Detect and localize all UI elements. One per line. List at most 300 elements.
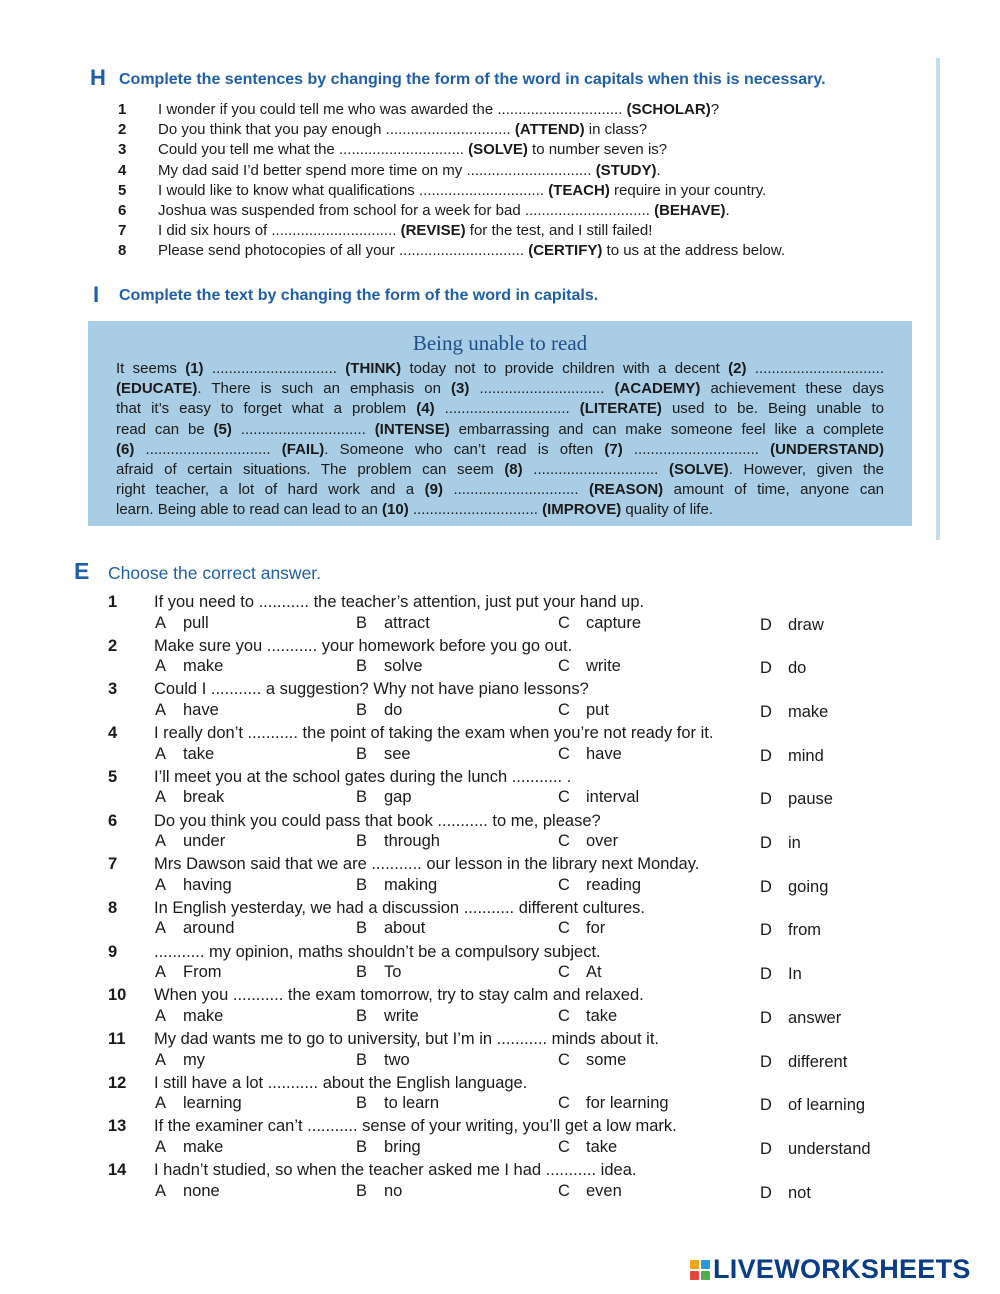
- question-number: 11: [108, 1030, 126, 1048]
- question-number: 8: [108, 898, 118, 917]
- option-letter: C: [558, 1006, 570, 1025]
- question-number: 5: [108, 767, 118, 786]
- bold-segment: (LITERATE): [579, 400, 662, 418]
- answer-blank[interactable]: ..............................: [622, 440, 771, 458]
- option-letter: C: [558, 919, 570, 938]
- answer-option[interactable]: [155, 1137, 223, 1157]
- option-text: make: [183, 1137, 224, 1156]
- question-stem: [108, 898, 645, 918]
- option-letter: B: [356, 700, 368, 719]
- question-text: In English yesterday, we had a discussion ........... different cultures.: [154, 898, 645, 917]
- option-letter: A: [155, 963, 167, 982]
- answer-option[interactable]: [760, 1139, 871, 1159]
- question-stem: [108, 592, 644, 612]
- option-letter: C: [558, 1094, 570, 1113]
- option-text: none: [183, 1181, 220, 1200]
- question-text: I hadn’t studied, so when the teacher asked me I had ........... idea.: [154, 1161, 637, 1180]
- h-sentence-number: 3: [118, 141, 127, 159]
- bold-segment: (5): [213, 420, 232, 438]
- panel-edge: [936, 58, 940, 540]
- option-text: over: [586, 832, 619, 850]
- option-text: take: [586, 1137, 618, 1156]
- option-letter: A: [155, 1094, 167, 1113]
- answer-blank[interactable]: ..............................: [434, 400, 580, 418]
- option-text: going: [788, 877, 829, 896]
- option-letter: D: [760, 790, 772, 809]
- option-letter: A: [155, 919, 167, 938]
- text-segment: afraid of certain situations. The problem can seem: [116, 461, 505, 478]
- question-text: When you ........... the exam tomorrow, try to stay calm and relaxed.: [154, 986, 644, 1005]
- text-segment: amount of time, anyone can: [663, 481, 884, 499]
- option-text: break: [183, 788, 225, 807]
- option-letter: B: [356, 613, 368, 632]
- h-sentence: [118, 201, 730, 221]
- option-text: To: [384, 963, 402, 982]
- answer-blank[interactable]: ..............................: [271, 222, 397, 240]
- bold-segment: (9): [424, 481, 443, 499]
- question-text: Do you think you could pass that book ........... to me, please?: [154, 811, 601, 830]
- option-text: do: [788, 659, 807, 678]
- h-sentence-text: I would like to know what qualifications: [158, 181, 415, 199]
- answer-option[interactable]: [155, 918, 234, 938]
- option-text: making: [384, 875, 438, 894]
- reading-text-box: [88, 321, 912, 526]
- option-text: around: [183, 919, 235, 938]
- option-text: have: [183, 700, 219, 719]
- answer-option[interactable]: [760, 789, 833, 809]
- text-segment: quality of life.: [621, 501, 713, 519]
- option-text: see: [384, 744, 411, 763]
- question-text: ........... my opinion, maths shouldn’t be a compulsory subject.: [154, 942, 601, 961]
- option-text: for learning: [586, 1094, 669, 1113]
- bold-segment: (IMPROVE): [542, 501, 622, 519]
- option-letter: A: [155, 700, 167, 719]
- answer-option[interactable]: [558, 787, 639, 807]
- answer-option[interactable]: [356, 1093, 439, 1113]
- reading-text-line: [116, 440, 884, 460]
- answer-option[interactable]: [155, 875, 232, 895]
- capital-word: (STUDY): [595, 161, 657, 179]
- option-text: understand: [788, 1139, 871, 1158]
- answer-option[interactable]: [760, 920, 821, 940]
- answer-option[interactable]: [356, 1050, 410, 1070]
- answer-option[interactable]: [356, 875, 437, 895]
- option-text: At: [586, 963, 602, 982]
- question-stem: [108, 767, 571, 787]
- option-text: make: [183, 1006, 224, 1025]
- option-letter: A: [155, 744, 167, 763]
- answer-option[interactable]: [558, 613, 641, 633]
- question-text: I really don’t ........... the point of taking the exam when you’re not ready for it.: [154, 724, 714, 743]
- text-segment: that it’s easy to forget what a problem: [116, 400, 417, 418]
- bold-segment: (SOLVE): [668, 461, 729, 478]
- option-text: make: [183, 657, 224, 676]
- answer-option[interactable]: [356, 1137, 421, 1157]
- h-sentence-number: 8: [118, 242, 127, 260]
- answer-option[interactable]: [356, 744, 411, 764]
- option-text: pull: [183, 613, 209, 632]
- option-letter: D: [760, 965, 772, 984]
- text-segment: embarrassing and can make someone feel like a complete: [449, 420, 884, 438]
- capital-word: (BEHAVE): [654, 202, 726, 219]
- answer-option[interactable]: [760, 1008, 841, 1028]
- option-text: make: [788, 702, 829, 721]
- answer-option[interactable]: [558, 1181, 622, 1201]
- question-stem: [108, 942, 601, 962]
- h-sentence: [118, 161, 661, 181]
- option-text: of learning: [788, 1096, 866, 1115]
- answer-blank[interactable]: ..............................: [497, 101, 623, 118]
- option-letter: B: [356, 788, 368, 807]
- option-letter: D: [760, 746, 772, 765]
- option-letter: C: [558, 1181, 570, 1200]
- h-sentence: [118, 120, 647, 140]
- option-text: two: [384, 1050, 410, 1069]
- h-sentence-text: My dad said I’d better spend more time on my: [158, 161, 463, 179]
- h-sentence-end: .: [725, 202, 730, 219]
- option-text: draw: [788, 615, 824, 634]
- h-sentence-text: Please send photocopies of all your: [158, 242, 395, 260]
- option-letter: C: [558, 613, 570, 632]
- question-text: Make sure you ........... your homework before you go out.: [154, 636, 573, 655]
- option-text: in: [788, 834, 801, 852]
- h-sentence-number: 5: [118, 181, 127, 199]
- option-text: learning: [183, 1094, 242, 1113]
- option-letter: D: [760, 702, 772, 721]
- question-text: I’ll meet you at the school gates during the lunch ........... .: [154, 767, 572, 786]
- answer-option[interactable]: [356, 656, 423, 676]
- option-letter: A: [155, 657, 167, 676]
- answer-option[interactable]: [558, 1050, 626, 1070]
- option-text: interval: [586, 788, 640, 807]
- question-number: 7: [108, 855, 118, 874]
- answer-option[interactable]: [155, 1093, 242, 1113]
- reading-text-line: [116, 420, 884, 440]
- option-text: gap: [384, 788, 412, 807]
- option-letter: D: [760, 877, 772, 896]
- option-letter: A: [155, 1006, 167, 1025]
- answer-option[interactable]: [558, 1093, 669, 1113]
- answer-blank[interactable]: ...............................: [746, 360, 884, 377]
- option-text: through: [384, 832, 440, 850]
- option-text: my: [183, 1050, 205, 1069]
- bold-segment: (EDUCATE): [116, 380, 198, 398]
- h-sentence: [118, 241, 785, 261]
- answer-option[interactable]: [558, 656, 621, 676]
- answer-option[interactable]: [155, 656, 223, 676]
- answer-option[interactable]: [760, 964, 802, 984]
- section-i-letter: I: [93, 282, 100, 307]
- text-segment: . However, given the: [728, 461, 884, 478]
- reading-text-line: [116, 399, 884, 419]
- capital-word: (ATTEND): [514, 121, 585, 139]
- answer-blank[interactable]: ..............................: [469, 380, 615, 398]
- option-letter: B: [356, 832, 368, 850]
- question-number: 4: [108, 724, 118, 743]
- option-text: about: [384, 919, 426, 938]
- option-letter: B: [356, 1137, 368, 1156]
- option-letter: A: [155, 788, 167, 807]
- answer-blank[interactable]: ..............................: [338, 141, 464, 159]
- answer-option[interactable]: [356, 1181, 402, 1201]
- question-text: My dad wants me to go to university, but I’m in ........... minds about it.: [154, 1030, 659, 1048]
- question-text: Could I ........... a suggestion? Why not have piano lessons?: [154, 680, 589, 699]
- option-text: mind: [788, 746, 824, 765]
- question-number: 10: [108, 986, 127, 1005]
- option-letter: D: [760, 834, 772, 852]
- section-h-title: Complete the sentences by changing the form of the word in capitals when this is necessary.: [119, 71, 826, 88]
- option-text: capture: [586, 613, 642, 632]
- option-letter: B: [356, 657, 368, 676]
- reading-text-line: [116, 480, 884, 500]
- bold-segment: (INTENSE): [374, 420, 450, 438]
- option-text: no: [384, 1181, 403, 1200]
- option-text: solve: [384, 657, 423, 676]
- answer-option[interactable]: [356, 787, 412, 807]
- answer-option[interactable]: [155, 962, 222, 982]
- answer-option[interactable]: [356, 1006, 419, 1026]
- option-text: put: [586, 700, 609, 719]
- bold-segment: (FAIL): [281, 440, 325, 458]
- answer-blank[interactable]: ..............................: [522, 461, 669, 478]
- h-sentence-text: Joshua was suspended from school for a week for bad: [158, 202, 521, 219]
- option-text: answer: [788, 1008, 842, 1027]
- answer-option[interactable]: [356, 700, 402, 720]
- question-stem: [108, 679, 589, 699]
- capital-word: (CERTIFY): [528, 242, 603, 260]
- section-i-title: Complete the text by changing the form of the word in capitals.: [119, 287, 599, 304]
- answer-option[interactable]: [558, 962, 602, 982]
- question-number: 6: [108, 811, 118, 830]
- option-text: bring: [384, 1137, 421, 1156]
- answer-option[interactable]: [356, 613, 430, 633]
- option-text: having: [183, 875, 232, 894]
- h-sentence-end: to number seven is?: [527, 141, 668, 159]
- option-text: not: [788, 1183, 811, 1202]
- section-e-letter: E: [74, 558, 90, 584]
- answer-option[interactable]: [760, 877, 828, 897]
- option-text: some: [586, 1050, 627, 1069]
- answer-option[interactable]: [356, 918, 425, 938]
- answer-blank[interactable]: ..............................: [203, 360, 346, 377]
- option-text: to learn: [384, 1094, 440, 1113]
- question-number: 14: [108, 1161, 127, 1180]
- answer-blank[interactable]: ..............................: [418, 181, 545, 199]
- answer-blank[interactable]: ..............................: [466, 161, 592, 179]
- text-segment: used to be. Being unable to: [661, 400, 884, 418]
- option-letter: D: [760, 1052, 772, 1071]
- section-e-title: Choose the correct answer.: [108, 563, 322, 583]
- question-stem: [108, 723, 713, 743]
- answer-option[interactable]: [155, 613, 209, 633]
- bold-segment: (2): [728, 360, 747, 377]
- text-segment: right teacher, a lot of hard work and a: [116, 481, 425, 499]
- text-segment: . There is such an emphasis on: [197, 380, 452, 398]
- option-text: even: [586, 1181, 622, 1200]
- answer-option[interactable]: [760, 833, 801, 853]
- bold-segment: (1): [185, 360, 204, 377]
- option-letter: C: [558, 744, 570, 763]
- question-number: 13: [108, 1117, 127, 1136]
- answer-option[interactable]: [356, 962, 401, 982]
- reading-text-line: [116, 460, 884, 480]
- bold-segment: (6): [116, 440, 135, 458]
- option-letter: B: [356, 1181, 368, 1200]
- option-letter: C: [558, 963, 570, 982]
- h-sentence-end: require in your country.: [609, 181, 767, 199]
- h-sentence-end: .: [656, 161, 661, 179]
- bold-segment: (REASON): [588, 481, 664, 499]
- answer-option[interactable]: [155, 831, 225, 851]
- text-segment: . Someone who can’t read is often: [324, 440, 605, 458]
- reading-text-line: [116, 500, 884, 520]
- option-letter: C: [558, 788, 570, 807]
- question-text: Mrs Dawson said that we are ........... our lesson in the library next Monday.: [154, 855, 700, 874]
- option-letter: B: [356, 1094, 368, 1113]
- question-stem: [108, 985, 644, 1005]
- option-letter: B: [356, 919, 368, 938]
- answer-blank[interactable]: ..............................: [442, 481, 589, 499]
- answer-option[interactable]: [760, 1052, 847, 1072]
- answer-option[interactable]: [558, 744, 622, 764]
- option-letter: D: [760, 921, 772, 940]
- option-letter: D: [760, 615, 772, 634]
- option-letter: B: [356, 1006, 368, 1025]
- option-text: pause: [788, 790, 833, 809]
- bold-segment: (4): [416, 400, 435, 418]
- option-letter: D: [760, 1008, 772, 1027]
- bold-segment: (7): [604, 440, 623, 458]
- h-sentence-end: to us at the address below.: [602, 242, 785, 260]
- answer-option[interactable]: [558, 1137, 617, 1157]
- option-letter: C: [558, 1137, 570, 1156]
- answer-option[interactable]: [155, 700, 219, 720]
- h-sentence: [118, 181, 766, 201]
- option-letter: D: [760, 1096, 772, 1115]
- option-letter: A: [155, 1181, 167, 1200]
- option-letter: A: [155, 832, 167, 850]
- option-letter: C: [558, 832, 570, 850]
- option-letter: C: [558, 657, 570, 676]
- answer-option[interactable]: [760, 1095, 865, 1115]
- question-stem: [108, 1160, 636, 1180]
- question-stem: [108, 1116, 677, 1136]
- section-h-letter: H: [90, 65, 106, 90]
- question-number: 3: [108, 680, 118, 699]
- bold-segment: (ACADEMY): [614, 380, 701, 398]
- answer-blank[interactable]: ..............................: [408, 501, 543, 519]
- h-sentence-number: 4: [118, 161, 127, 179]
- answer-option[interactable]: [760, 615, 824, 635]
- option-letter: B: [356, 744, 368, 763]
- h-sentence-text: I wonder if you could tell me who was awarded the: [158, 101, 494, 118]
- answer-option[interactable]: [558, 831, 618, 851]
- liveworksheets-logo[interactable]: [690, 1254, 971, 1284]
- option-text: under: [183, 832, 226, 850]
- option-letter: C: [558, 1050, 570, 1069]
- text-segment: achievement these days: [700, 380, 884, 398]
- h-sentence-number: 2: [118, 121, 127, 139]
- h-sentence-text: Do you think that you pay enough: [158, 121, 382, 139]
- option-text: attract: [384, 613, 430, 632]
- h-sentence-number: 1: [118, 101, 127, 118]
- option-letter: B: [356, 963, 368, 982]
- option-letter: A: [155, 1137, 167, 1156]
- answer-blank[interactable]: ..............................: [134, 440, 282, 458]
- answer-blank[interactable]: ..............................: [399, 242, 525, 260]
- answer-option[interactable]: [558, 700, 609, 720]
- option-letter: B: [356, 1050, 368, 1069]
- question-number: 2: [108, 636, 118, 655]
- answer-blank[interactable]: ..............................: [231, 420, 375, 438]
- h-sentence-number: 7: [118, 222, 127, 240]
- question-text: If the examiner can’t ........... sense of your writing, you’ll get a low mark.: [154, 1117, 677, 1136]
- option-text: From: [183, 963, 222, 982]
- question-text: If you need to ........... the teacher’s attention, just put your hand up.: [154, 593, 645, 611]
- answer-option[interactable]: [155, 744, 214, 764]
- answer-option[interactable]: [760, 1183, 811, 1203]
- option-letter: C: [558, 875, 570, 894]
- answer-option[interactable]: [155, 787, 224, 807]
- question-stem: [108, 854, 699, 874]
- answer-option[interactable]: [760, 658, 806, 678]
- question-number: 1: [108, 593, 118, 611]
- liveworksheets-icon: [690, 1260, 710, 1280]
- text-segment: learn. Being able to read can lead to an: [116, 501, 383, 519]
- answer-blank[interactable]: ..............................: [385, 121, 511, 139]
- reading-text-line: [116, 379, 884, 399]
- bold-segment: (THINK): [345, 360, 402, 377]
- capital-word: (TEACH): [548, 181, 610, 199]
- option-text: from: [788, 921, 821, 940]
- answer-blank[interactable]: ..............................: [524, 202, 650, 219]
- option-letter: A: [155, 613, 167, 632]
- option-letter: D: [760, 1139, 772, 1158]
- option-text: different: [788, 1052, 848, 1071]
- h-sentence-text: Could you tell me what the: [158, 141, 335, 159]
- h-sentence-end: in class?: [584, 121, 648, 139]
- answer-option[interactable]: [760, 702, 828, 722]
- question-stem: [108, 636, 572, 656]
- capital-word: (SOLVE): [468, 141, 528, 159]
- option-text: In: [788, 965, 802, 984]
- answer-option[interactable]: [760, 746, 824, 766]
- capital-word: (SCHOLAR): [626, 101, 711, 118]
- option-letter: D: [760, 659, 772, 678]
- question-number: 12: [108, 1073, 127, 1092]
- question-text: I still have a lot ........... about the English language.: [154, 1073, 528, 1092]
- question-stem: [108, 1029, 659, 1049]
- option-letter: D: [760, 1183, 772, 1202]
- answer-option[interactable]: [155, 1006, 223, 1026]
- bold-segment: (10): [382, 501, 409, 519]
- answer-option[interactable]: [558, 875, 641, 895]
- answer-option[interactable]: [558, 1006, 617, 1026]
- text-segment: today not to provide children with a decent: [401, 360, 729, 377]
- option-text: take: [586, 1006, 618, 1025]
- reading-text-line: [116, 359, 884, 379]
- answer-option[interactable]: [356, 831, 440, 851]
- option-text: do: [384, 700, 403, 719]
- option-text: write: [586, 657, 621, 676]
- text-segment: It seems: [116, 360, 186, 377]
- option-text: reading: [586, 875, 642, 894]
- option-text: have: [586, 744, 622, 763]
- answer-option[interactable]: [155, 1050, 205, 1070]
- h-sentence-number: 6: [118, 202, 127, 219]
- answer-option[interactable]: [155, 1181, 220, 1201]
- answer-option[interactable]: [558, 918, 605, 938]
